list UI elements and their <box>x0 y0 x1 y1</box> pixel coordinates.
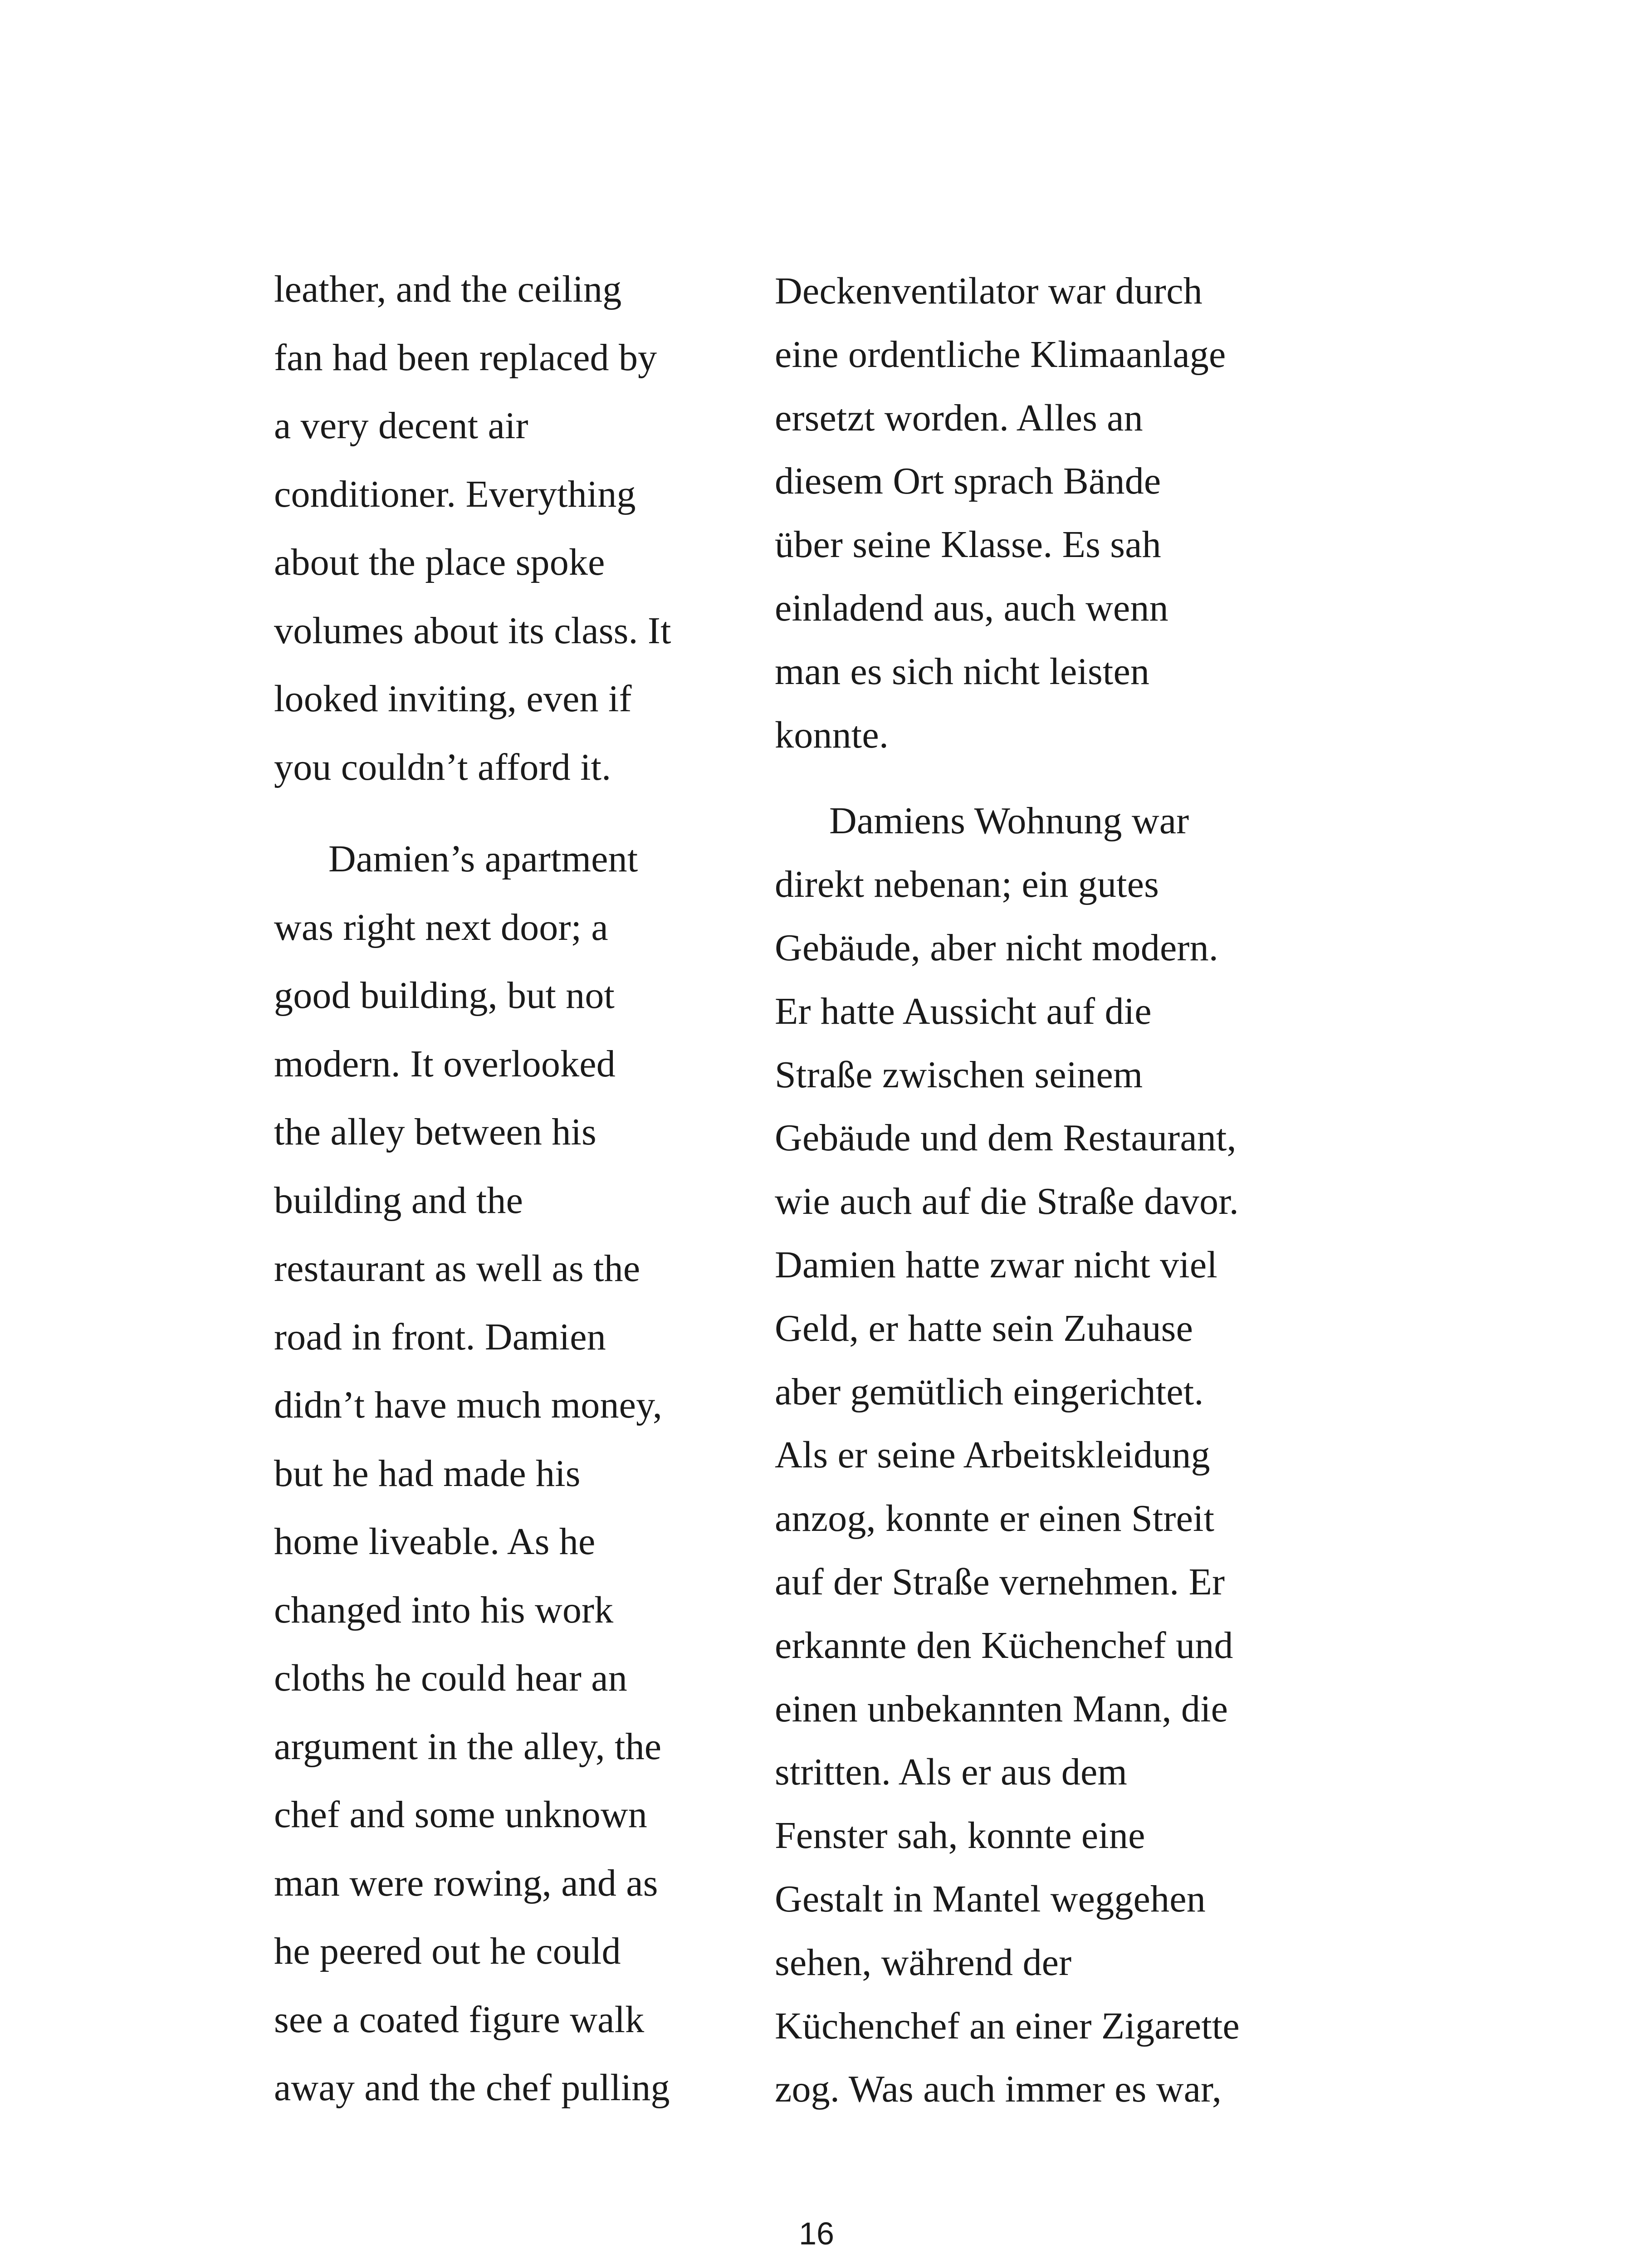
text-line: you couldn’t afford it. <box>274 746 611 788</box>
text-line: Deckenventilator war durch <box>775 270 1203 312</box>
text-line: the alley between his <box>274 1111 596 1153</box>
text-line: Gebäude und dem Restaurant, <box>775 1117 1237 1159</box>
text-line: Fenster sah, konnte eine <box>775 1814 1145 1857</box>
text-line: a very decent air <box>274 405 528 447</box>
text-line: einen unbekannten Mann, die <box>775 1688 1228 1730</box>
text-line: fan had been replaced by <box>274 337 657 379</box>
text-line: changed into his work <box>274 1589 614 1631</box>
text-line: Gebäude, aber nicht modern. <box>775 927 1219 969</box>
text-line: leather, and the ceiling <box>274 268 622 310</box>
text-line: he peered out he could <box>274 1930 621 1972</box>
text-line: building and the <box>274 1179 523 1222</box>
text-line: argument in the alley, the <box>274 1725 662 1768</box>
text-line: about the place spoke <box>274 541 605 583</box>
text-line: good building, but not <box>274 974 615 1017</box>
text-line: was right next door; a <box>274 906 608 948</box>
text-line: zog. Was auch immer es war, <box>775 2068 1222 2110</box>
text-line: stritten. Als er aus dem <box>775 1751 1128 1793</box>
text-line: volumes about its class. It <box>274 610 671 652</box>
text-line: looked inviting, even if <box>274 678 632 720</box>
page-number: 16 <box>799 2216 834 2251</box>
text-line: away and the chef pulling <box>274 2067 670 2109</box>
text-line: see a coated figure walk <box>274 1999 645 2041</box>
text-line: didn’t have much money, <box>274 1384 663 1426</box>
text-line: Als er seine Arbeitskleidung <box>775 1434 1210 1476</box>
text-line: restaurant as well as the <box>274 1247 640 1290</box>
text-line: eine ordentliche Klimaanlage <box>775 333 1226 376</box>
text-line: konnte. <box>775 714 889 756</box>
text-line: über seine Klasse. Es sah <box>775 523 1161 566</box>
text-line: einladend aus, auch wenn <box>775 587 1169 629</box>
text-line: Damien’s apartment <box>328 838 638 880</box>
text-line: diesem Ort sprach Bände <box>775 460 1161 502</box>
text-line: erkannte den Küchenchef und <box>775 1624 1233 1667</box>
text-line: sehen, während der <box>775 1941 1072 1984</box>
text-line: ersetzt worden. Alles an <box>775 397 1143 439</box>
text-line: Geld, er hatte sein Zuhause <box>775 1307 1193 1349</box>
text-line: man es sich nicht leisten <box>775 650 1150 693</box>
text-line: cloths he could hear an <box>274 1657 627 1699</box>
text-line: Er hatte Aussicht auf die <box>775 990 1152 1032</box>
text-line: Damien hatte zwar nicht viel <box>775 1244 1217 1286</box>
text-line: anzog, konnte er einen Streit <box>775 1497 1215 1540</box>
text-line: but he had made his <box>274 1452 581 1495</box>
text-line: road in front. Damien <box>274 1316 606 1358</box>
text-line: home liveable. As he <box>274 1520 596 1563</box>
text-line: Straße zwischen seinem <box>775 1054 1143 1096</box>
text-line: Küchenchef an einer Zigarette <box>775 2005 1240 2047</box>
text-line: modern. It overlooked <box>274 1043 616 1085</box>
text-line: conditioner. Everything <box>274 473 636 515</box>
text-line: aber gemütlich eingerichtet. <box>775 1371 1204 1413</box>
text-line: auf der Straße vernehmen. Er <box>775 1561 1225 1603</box>
text-line: direkt nebenan; ein gutes <box>775 863 1159 905</box>
text-line: Damiens Wohnung war <box>829 800 1189 842</box>
text-line: chef and some unknown <box>274 1794 647 1836</box>
text-line: wie auch auf die Straße davor. <box>775 1180 1239 1222</box>
text-line: Gestalt in Mantel weggehen <box>775 1878 1206 1920</box>
text-line: man were rowing, and as <box>274 1862 658 1904</box>
